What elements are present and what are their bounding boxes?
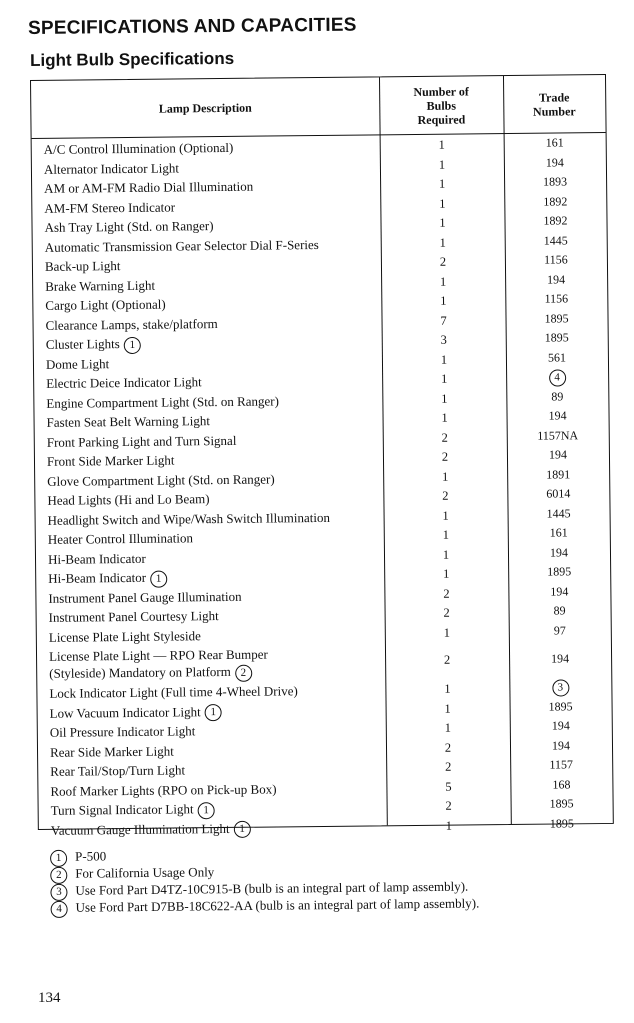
bulb-count: 2: [444, 740, 452, 755]
page-number: 134: [38, 990, 61, 1006]
lamp-description-text: Glove Compartment Light (Std. on Ranger): [47, 470, 275, 489]
bulb-count: 1: [441, 410, 448, 425]
trade-number: 1891: [546, 466, 571, 482]
trade-number: 194: [548, 408, 567, 423]
footnote-text: Use Ford Part D4TZ-10C915-B (bulb is an integral part of lamp assembly).: [75, 878, 469, 898]
bulb-count: 1: [439, 215, 446, 230]
trade-number: 1157: [549, 757, 574, 772]
footnote-marker: 1: [124, 336, 141, 353]
footnote-item: [51, 895, 480, 916]
header-trade-number: Trade Number: [532, 89, 576, 119]
trade-number: 194: [548, 447, 568, 462]
lamp-description: [45, 235, 319, 255]
trade-number: 89: [553, 603, 566, 618]
table-row: [37, 641, 611, 684]
lamp-description-text: Heater Control Illumination: [47, 530, 194, 547]
bulb-count: 2: [445, 798, 452, 813]
footnote-marker: 3: [50, 883, 67, 900]
lamp-description-text: Instrument Panel Courtesy Light: [48, 608, 219, 625]
trade-number: 1895: [547, 564, 572, 579]
lamp-description-text: Clearance Lamps, stake/platform: [45, 315, 218, 333]
trade-number: 1895: [544, 330, 569, 345]
bulb-count: 1: [440, 352, 448, 367]
footnote-marker: 1: [233, 821, 250, 838]
lamp-description-text: Cargo Light (Optional): [45, 296, 166, 313]
bulb-count: 1: [439, 235, 446, 250]
trade-number: 1892: [543, 193, 568, 209]
bulb-count: 2: [445, 759, 452, 774]
page-subtitle: Light Bulb Specifications: [30, 48, 235, 70]
header-number-of-bulbs: Number of Bulbs Required: [413, 83, 469, 127]
trade-number: 97: [553, 622, 566, 638]
trade-number: 194: [545, 154, 564, 170]
lamp-description: [47, 452, 175, 470]
lamp-description-text: Dome Light: [45, 355, 110, 372]
trade-number: 1445: [546, 505, 571, 521]
lamp-description-text: A/C Control Illumination (Optional): [43, 139, 234, 157]
lamp-description: [51, 800, 215, 820]
bulb-count: 7: [440, 313, 447, 328]
footnote-marker: 3: [552, 679, 569, 696]
lamp-description: [48, 587, 241, 606]
bulb-count: 2: [443, 605, 450, 620]
bulb-count: 1: [441, 469, 449, 484]
lamp-description: [50, 780, 276, 799]
lamp-description-text: Vacuum Gauge Illumination Light: [50, 820, 230, 838]
trade-number: 1156: [544, 252, 568, 267]
light-bulb-table: [30, 74, 614, 838]
bulb-count: 1: [443, 625, 451, 640]
lamp-description-line: (Styleside) Mandatory on Platform: [49, 663, 231, 681]
lamp-description: [45, 296, 166, 314]
trade-number: 1895: [548, 698, 573, 714]
lamp-description: [49, 627, 201, 646]
footnote-marker: 4: [549, 369, 566, 386]
lamp-description-text: Turn Signal Indicator Light: [50, 801, 194, 818]
lamp-description-text: Instrument Panel Gauge Illumination: [48, 588, 242, 606]
lamp-description: [48, 508, 331, 528]
trade-number: 161: [549, 525, 568, 540]
bulb-count: 1: [440, 371, 448, 386]
bulb-count: 1: [442, 566, 450, 581]
header-lamp-description: Lamp Description: [158, 100, 252, 116]
footnote-marker: 1: [197, 802, 214, 819]
trade-number: 89: [551, 388, 564, 404]
bulb-count: 1: [444, 701, 451, 716]
lamp-description: [44, 198, 175, 216]
bulb-count: 1: [441, 391, 448, 406]
lamp-description: [44, 178, 253, 197]
trade-number: 1156: [544, 291, 569, 306]
lamp-description-text: Front Parking Light and Turn Signal: [46, 432, 237, 450]
bulb-count: 3: [440, 332, 447, 347]
lamp-description: [50, 761, 185, 779]
lamp-description: [46, 412, 210, 431]
bulb-count: 1: [439, 196, 446, 211]
footnote-marker: 1: [150, 570, 167, 587]
footnote-marker: 1: [205, 704, 222, 721]
bulb-count: 2: [443, 586, 450, 601]
bulb-count: 1: [444, 681, 451, 696]
trade-number: 1157NA: [537, 427, 579, 443]
lamp-description: [46, 392, 279, 411]
bulb-count: 1: [442, 547, 450, 562]
bulb-count: 1: [438, 157, 446, 172]
lamp-description-text: Rear Side Marker Light: [49, 743, 174, 760]
lamp-description-text: License Plate Light Styleside: [48, 627, 201, 645]
trade-number: 1895: [544, 310, 569, 326]
trade-number: [509, 679, 611, 697]
lamp-description-text: Hi-Beam Indicator: [48, 569, 147, 586]
lamp-description-text: Alternator Indicator Light: [43, 159, 180, 177]
bulb-count: 5: [445, 779, 452, 794]
lamp-description: [46, 355, 109, 373]
lamp-description: [50, 703, 222, 723]
trade-number: 1895: [549, 796, 574, 811]
lamp-description-text: Electric Deice Indicator Light: [46, 374, 202, 391]
trade-number: 194: [550, 583, 569, 599]
lamp-description: [46, 335, 141, 355]
trade-number: 194: [549, 544, 569, 560]
lamp-description-text: Hi-Beam Indicator: [47, 550, 146, 567]
lamp-description: [45, 257, 121, 275]
bulb-count: 1: [438, 176, 446, 191]
lamp-description: [50, 742, 174, 760]
lamp-description-line: License Plate Light — RPO Rear Bumper: [48, 646, 268, 664]
trade-number: 1892: [543, 213, 568, 228]
trade-number: 168: [552, 776, 571, 792]
lamp-description-text: Engine Compartment Light (Std. on Ranger): [46, 392, 279, 411]
bulb-count: 2: [439, 254, 447, 269]
lamp-description: [45, 315, 217, 334]
bulb-count: 2: [441, 449, 449, 464]
lamp-description-text: AM or AM-FM Radio Dial Illumination: [44, 178, 254, 196]
lamp-description: [44, 217, 213, 236]
lamp-description: [49, 646, 268, 684]
table-body: [32, 134, 613, 840]
lamp-description-text: Ash Tray Light (Std. on Ranger): [44, 218, 214, 235]
footnote-text: Use Ford Part D7BB-18C622-AA (bulb is an integral part of lamp assembly).: [75, 895, 480, 915]
lamp-description-text: Oil Pressure Indicator Light: [49, 723, 196, 740]
bulb-count: 1: [442, 508, 449, 523]
lamp-description: [51, 819, 251, 840]
bulb-count: 2: [441, 430, 448, 445]
trade-number: 194: [551, 737, 571, 753]
trade-number: 6014: [546, 486, 571, 501]
trade-number: 194: [551, 651, 570, 666]
bulb-count: 1: [440, 293, 447, 308]
lamp-description-text: Brake Warning Light: [45, 277, 156, 294]
lamp-description-text: Automatic Transmission Gear Selector Dial F-Series: [44, 236, 319, 255]
trade-number: 194: [551, 718, 570, 733]
bulb-count: 1: [442, 527, 449, 542]
lamp-description-text: AM-FM Stereo Indicator: [44, 198, 176, 216]
lamp-description: [47, 490, 209, 509]
trade-number: 561: [547, 349, 567, 365]
bulb-count: 1: [439, 274, 447, 289]
lamp-description-text: Lock Indicator Light (Full time 4-Wheel Drive): [49, 683, 298, 701]
lamp-description: [44, 159, 179, 177]
lamp-description: [48, 529, 193, 548]
trade-number: [506, 369, 608, 387]
bulb-count: 2: [442, 488, 449, 503]
lamp-description-text: Cluster Lights: [45, 336, 120, 352]
lamp-description-text: Rear Tail/Stop/Turn Light: [50, 762, 186, 779]
bulb-count: 2: [443, 652, 451, 667]
lamp-description: [48, 549, 146, 567]
trade-number: 194: [547, 271, 566, 287]
lamp-description-text: Fasten Seat Belt Warning Light: [46, 413, 211, 430]
lamp-description: [45, 276, 155, 294]
lamp-description-text: Head Lights (Hi and Lo Beam): [47, 491, 210, 508]
page-title: SPECIFICATIONS AND CAPACITIES: [28, 14, 357, 39]
footnotes: [50, 844, 479, 916]
table-header-row: [31, 75, 606, 139]
lamp-description: [48, 569, 167, 589]
trade-number: 1895: [549, 815, 574, 831]
footnote-marker: 4: [51, 900, 68, 917]
lamp-description-text: Back-up Light: [44, 258, 121, 274]
trade-number: 1445: [543, 232, 568, 248]
bulb-count: 1: [438, 137, 445, 152]
lamp-description: [46, 373, 202, 392]
footnote-text: For California Usage Only: [75, 864, 215, 881]
trade-number: 161: [545, 135, 564, 150]
lamp-description: [49, 682, 298, 702]
lamp-description-text: Low Vacuum Indicator Light: [49, 703, 201, 721]
trade-number: 1893: [543, 174, 568, 189]
lamp-description: [49, 607, 219, 626]
lamp-description-text: Headlight Switch and Wipe/Wash Switch Illumination: [47, 509, 331, 528]
footnote-text: P-500: [75, 848, 107, 864]
lamp-description: [44, 139, 234, 158]
footnote-marker: 2: [50, 866, 67, 883]
lamp-description: [47, 470, 275, 489]
lamp-description-text: Front Side Marker Light: [46, 452, 175, 469]
lamp-description: [50, 722, 196, 741]
lamp-description: [47, 431, 237, 450]
lamp-description-text: Roof Marker Lights (RPO on Pick-up Box): [50, 780, 277, 799]
footnote-marker: 2: [235, 664, 252, 681]
bulb-count: 1: [445, 818, 453, 833]
bulb-count: 1: [444, 720, 452, 735]
footnote-marker: 1: [50, 849, 67, 866]
